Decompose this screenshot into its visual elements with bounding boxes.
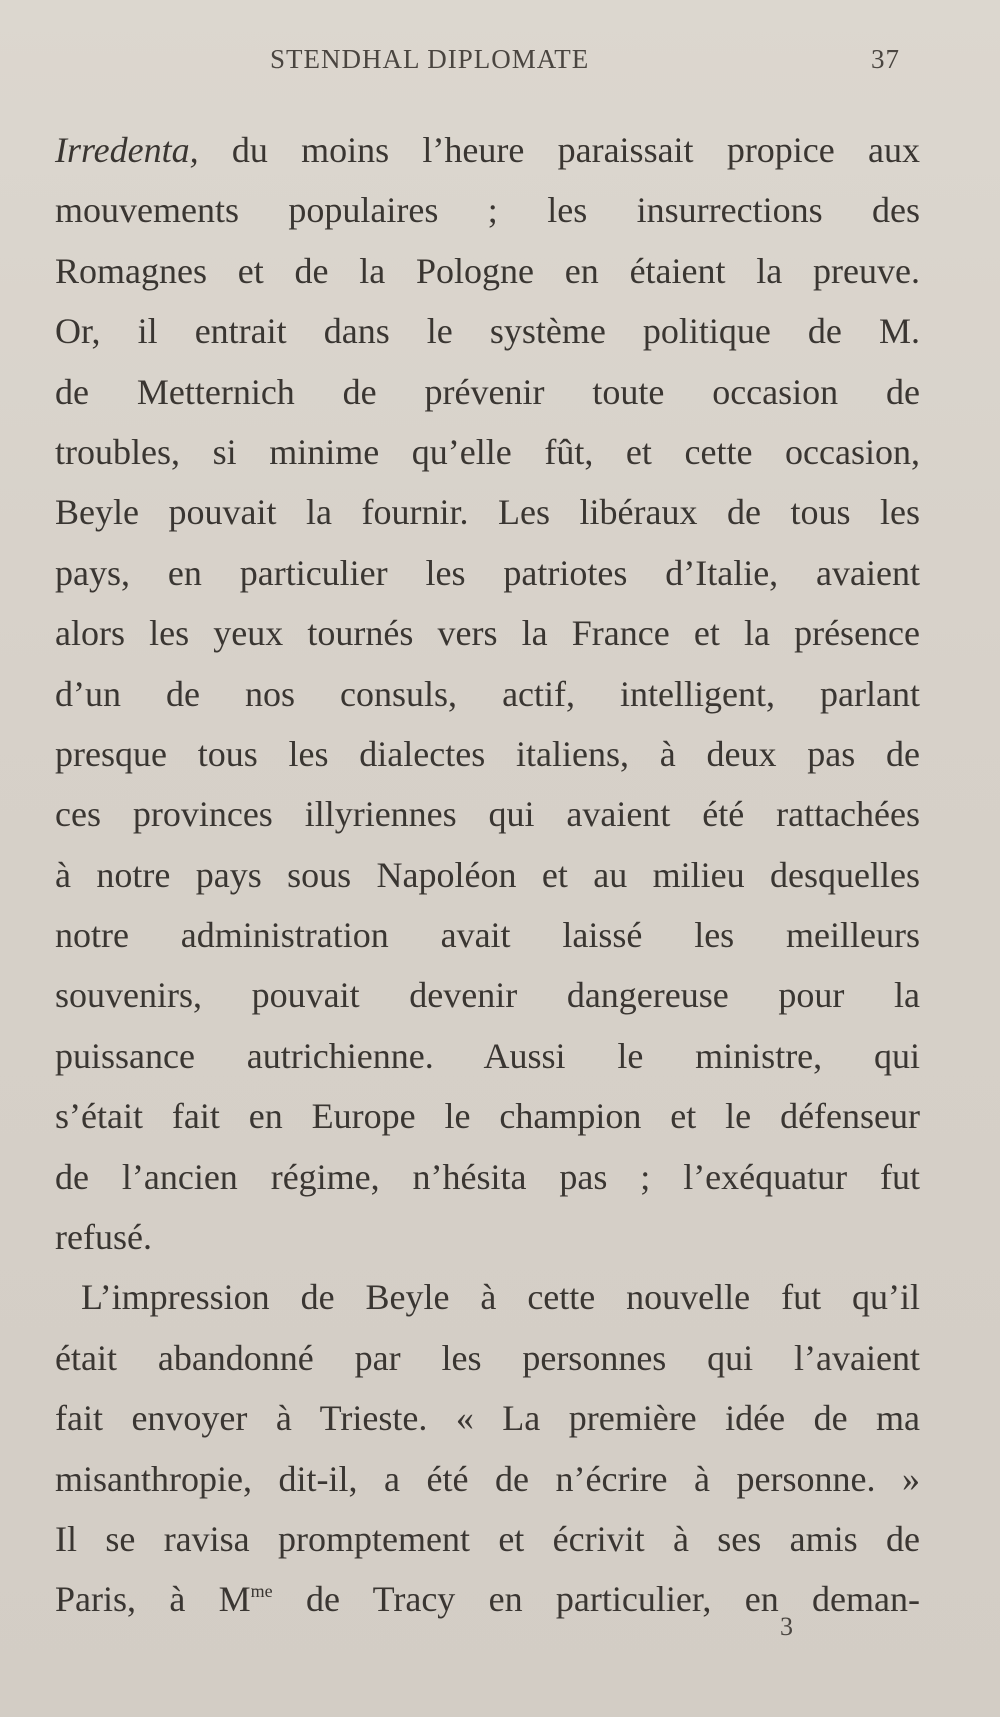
text-segment: puissance autrichienne. Aussi le ministre, qui <box>55 1035 920 1076</box>
text-segment: L’impression de Beyle à cette nouvelle fut qu’il <box>81 1277 920 1318</box>
text-segment: misanthropie, dit-il, a été de n’écrire à personne. » <box>55 1458 920 1499</box>
body-text <box>55 120 920 1630</box>
text-segment: de Tracy en particulier, en deman- <box>272 1579 920 1620</box>
text-segment: de l’ancien régime, n’hésita pas ; l’exéquatur fut <box>55 1156 920 1197</box>
text-segment: Il se ravisa promptement et écrivit à ses amis de <box>55 1518 920 1559</box>
text-line <box>55 543 920 603</box>
text-line <box>55 1267 920 1327</box>
running-head <box>60 44 900 84</box>
text-line <box>55 1328 920 1388</box>
text-line <box>55 664 920 724</box>
text-line <box>55 180 920 240</box>
text-line <box>55 724 920 784</box>
text-segment: refusé. <box>55 1217 152 1258</box>
text-line <box>55 482 920 542</box>
text-segment: du moins l’heure paraissait propice aux <box>198 130 920 170</box>
text-segment: d’un de nos consuls, actif, intelligent, parlant <box>55 673 920 714</box>
italic-text: Irredenta, <box>55 130 199 170</box>
text-segment: mouvements populaires ; les insurrections des <box>55 190 920 231</box>
text-segment: fait envoyer à Trieste. « La première idée de ma <box>55 1398 920 1439</box>
text-line <box>55 422 920 482</box>
text-line <box>55 301 920 361</box>
page-number: 37 <box>871 44 900 74</box>
text-segment: à notre pays sous Napoléon et au milieu desquelles <box>55 854 920 895</box>
superscript-text: me <box>250 1581 273 1602</box>
text-segment: était abandonné par les personnes qui l’avaient <box>55 1337 920 1378</box>
text-segment: notre administration avait laissé les meilleurs <box>55 915 920 956</box>
text-line <box>55 1086 920 1146</box>
text-line <box>55 241 920 301</box>
text-segment: presque tous les dialectes italiens, à deux pas de <box>55 733 920 774</box>
text-line <box>55 120 920 180</box>
text-segment: de Metternich de prévenir toute occasion de <box>55 371 920 412</box>
text-segment: Beyle pouvait la fournir. Les libéraux de tous les <box>55 492 920 533</box>
text-line <box>55 965 920 1025</box>
text-line <box>55 1026 920 1086</box>
text-line <box>55 784 920 844</box>
text-line <box>55 1207 920 1267</box>
text-segment: ces provinces illyriennes qui avaient été rattachées <box>55 794 920 835</box>
text-segment: Paris, à M <box>55 1579 251 1620</box>
text-segment: alors les yeux tournés vers la France et la présence <box>55 613 920 654</box>
text-segment: Or, il entrait dans le système politique de M. <box>55 311 920 352</box>
text-segment: troubles, si minime qu’elle fût, et cette occasion, <box>55 431 920 472</box>
text-line <box>55 845 920 905</box>
text-line <box>55 362 920 422</box>
text-line <box>55 905 920 965</box>
text-segment: s’était fait en Europe le champion et le défenseur <box>55 1096 920 1137</box>
text-segment: Romagnes et de la Pologne en étaient la preuve. <box>55 250 920 291</box>
text-line <box>55 1449 920 1509</box>
text-line <box>55 1147 920 1207</box>
text-line <box>55 1509 920 1569</box>
text-segment: souvenirs, pouvait devenir dangereuse pour la <box>55 975 920 1016</box>
running-title: STENDHAL DIPLOMATE <box>270 44 590 74</box>
text-line <box>55 603 920 663</box>
signature-mark: 3 <box>780 1612 793 1641</box>
text-segment: pays, en particulier les patriotes d’Italie, avaient <box>55 552 920 593</box>
text-line <box>55 1388 920 1448</box>
